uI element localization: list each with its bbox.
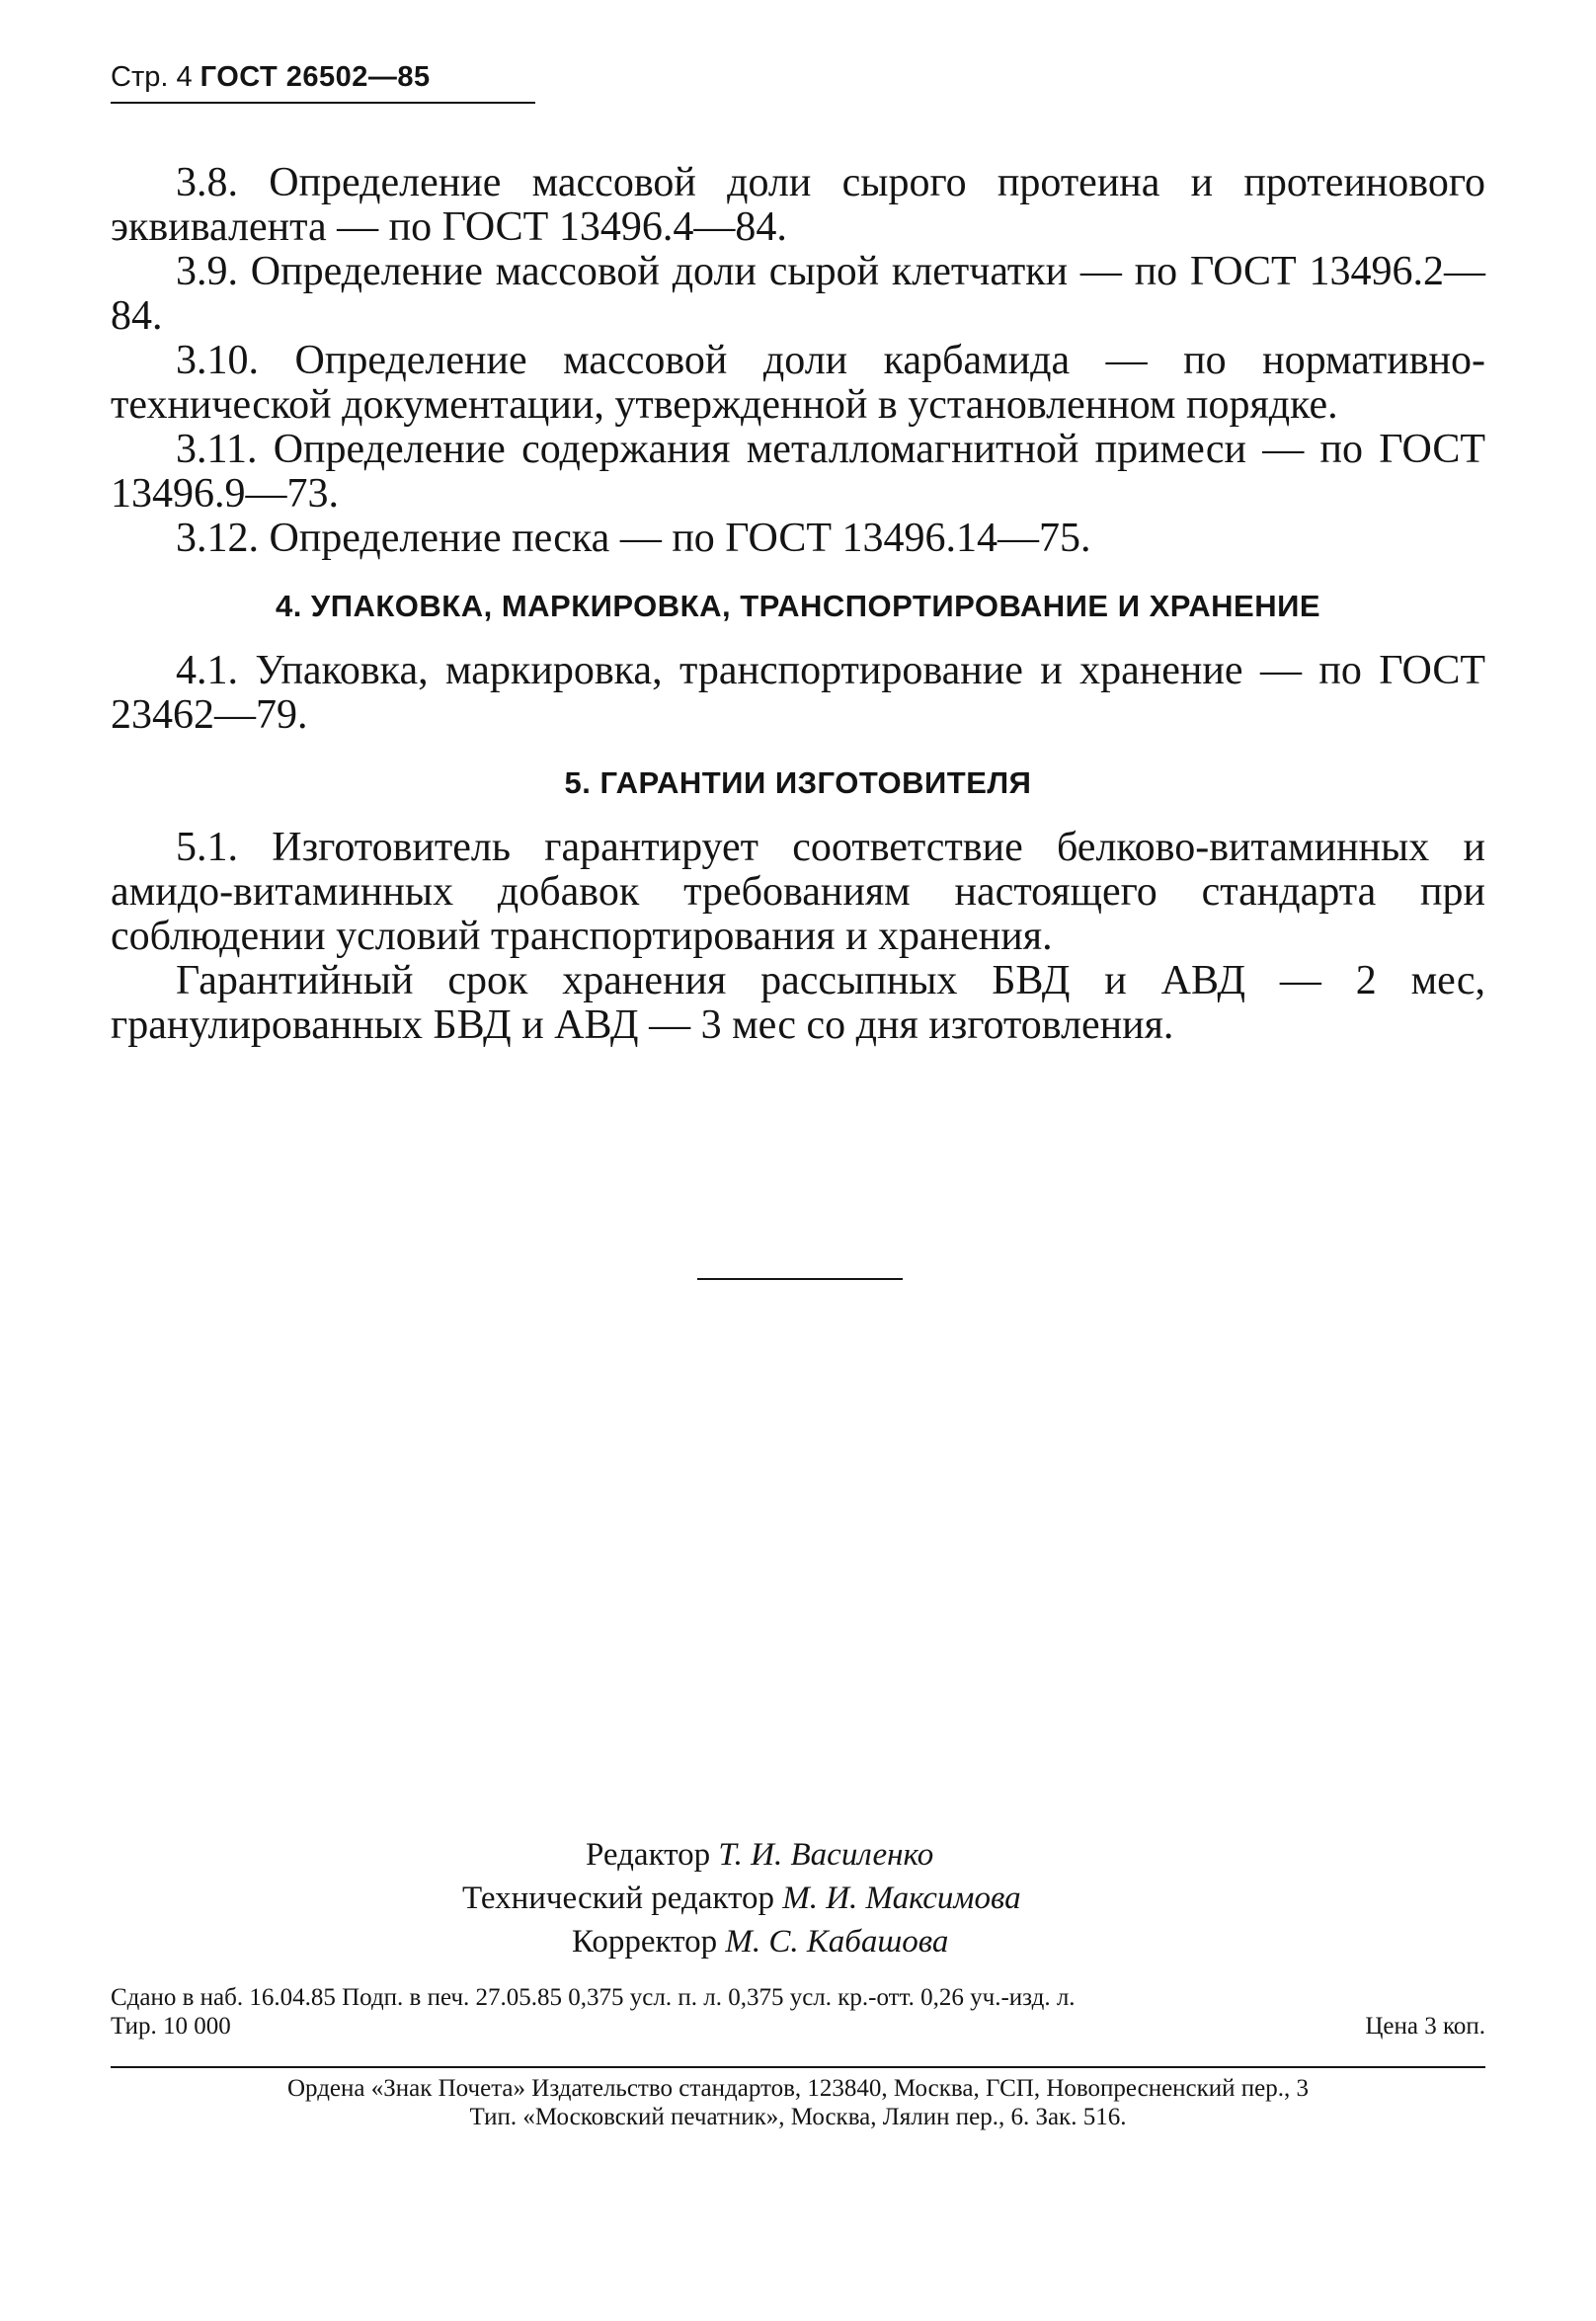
imprint-rule bbox=[111, 2066, 1485, 2068]
clause-3-8: 3.8. Определение массовой доли сырого протеина и протеинового эквивалента — по ГОСТ 13496.4—84. bbox=[111, 160, 1485, 250]
clause-4-1: 4.1. Упаковка, маркировка, транспортирование и хранение — по ГОСТ 23462—79. bbox=[111, 648, 1485, 738]
proofreader-name: М. С. Кабашова bbox=[725, 1924, 949, 1960]
proofreader-line bbox=[572, 1920, 948, 1964]
imprint-line-2 bbox=[111, 2012, 1485, 2041]
document-body bbox=[111, 161, 1485, 1048]
publisher-line: Ордена «Знак Почета» Издательство стандартов, 123840, Москва, ГСП, Новопресненский пер., 3 bbox=[286, 2075, 1310, 2102]
clause-5-1: 5.1. Изготовитель гарантирует соответствие белково-витаминных и амидо-витаминных добавок требованиям настоящего стандарта при соблюдении условий транспортирования и хранения. bbox=[111, 825, 1485, 959]
imprint-block bbox=[111, 1983, 1485, 2041]
editor-line bbox=[586, 1833, 933, 1878]
price: Цена 3 коп. bbox=[1365, 2013, 1485, 2040]
section-4-heading: 4. УПАКОВКА, МАРКИРОВКА, ТРАНСПОРТИРОВАНИЕ И ХРАНЕНИЕ bbox=[275, 589, 1321, 623]
clause-3-12: 3.12. Определение песка — по ГОСТ 13496.14—75. bbox=[176, 516, 1091, 561]
tech-editor-line bbox=[462, 1877, 1021, 1921]
clause-3-9: 3.9. Определение массовой доли сырой клетчатки — по ГОСТ 13496.2—84. bbox=[111, 249, 1485, 339]
publisher-block bbox=[111, 2074, 1485, 2131]
clause-3-10: 3.10. Определение массовой доли карбамида — по нормативно-технической документации, утвержденной в установленном порядке. bbox=[111, 338, 1485, 428]
clause-3-11: 3.11. Определение содержания металломагнитной примеси — по ГОСТ 13496.9—73. bbox=[111, 427, 1485, 517]
warranty-paragraph: Гарантийный срок хранения рассыпных БВД и АВД — 2 мес, гранулированных БВД и АВД — 3 мес со дня изготовления. bbox=[111, 958, 1485, 1048]
section-5-heading: 5. ГАРАНТИИ ИЗГОТОВИТЕЛЯ bbox=[564, 765, 1032, 800]
proofreader-label: Корректор bbox=[572, 1924, 718, 1960]
imprint-line bbox=[111, 1983, 1485, 2012]
separator-line bbox=[697, 1278, 903, 1280]
editor-name: Т. И. Василенко bbox=[718, 1837, 934, 1873]
tech-editor-label: Технический редактор bbox=[462, 1881, 774, 1916]
page-number: Стр. 4 bbox=[111, 61, 193, 93]
page-header bbox=[111, 61, 535, 104]
circulation: Тир. 10 000 bbox=[111, 2013, 231, 2040]
tech-editor-name: М. И. Максимова bbox=[782, 1881, 1021, 1916]
standard-number: ГОСТ 26502—85 bbox=[200, 61, 431, 93]
editor-label: Редактор bbox=[586, 1837, 711, 1873]
printer-line: Тип. «Московский печатник», Москва, Лялин пер., 6. Зак. 516. bbox=[469, 2104, 1127, 2130]
imprint-details: Сдано в наб. 16.04.85 Подп. в печ. 27.05.85 0,375 усл. п. л. 0,375 усл. кр.-отт. 0,26 уч.-изд. л. bbox=[111, 1984, 1076, 2011]
